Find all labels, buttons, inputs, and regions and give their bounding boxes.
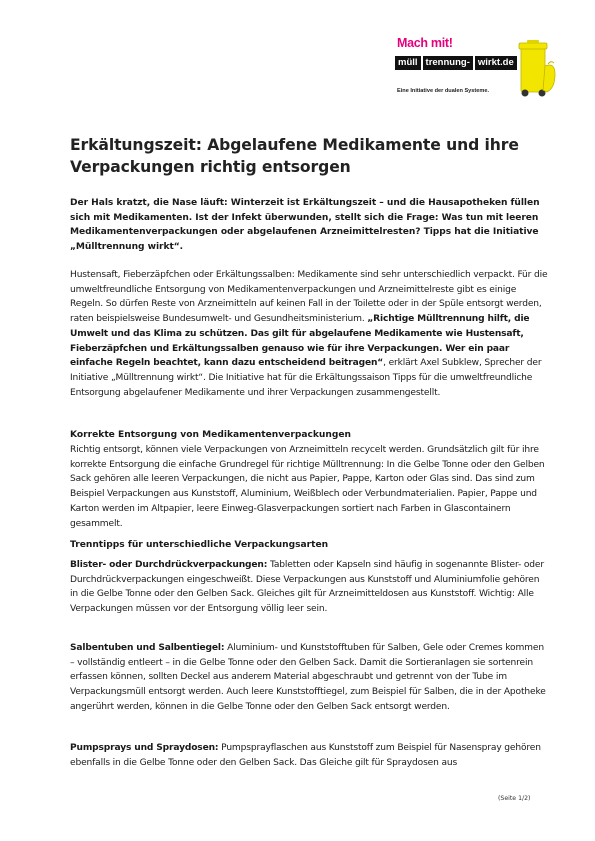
logo-segment: müll: [395, 56, 421, 70]
intro-attribution: , erklärt Axel Subklew, Sprecher der Initiative „Mülltrennung wirkt“. Die Initiative hat für die Erkältungssaison Tipps für die umweltfreundliche Entsorgung abgelaufener Medikamente und ihrer Verpackungen zusammengestellt.: [70, 358, 542, 398]
page-number: (Seite 1/2): [498, 795, 531, 802]
muelltrennung-logo[interactable]: [395, 36, 555, 104]
logo-slogan: Mach mit!: [397, 36, 453, 50]
section-heading: Trenntipps für unterschiedliche Verpackungsarten: [70, 540, 329, 550]
section-heading: Korrekte Entsorgung von Medikamentenverpackungen: [70, 430, 352, 440]
intro-quote: „Richtige Mülltrennung hilft, die Umwelt und das Klima zu schützen. Das gilt für abgelaufene Medikamente wie Hustensaft, Fieberzäpfchen und Erkältungssalben genauso wie für ihre Verpackungen. Wer ein paar einfache Regeln beachtet, kann dazu entscheidend beitragen“: [70, 314, 530, 369]
tip-text: Pumpsprayflaschen aus Kunststoff zum Beispiel für Nasenspray gehören ebenfalls in die Gelbe Tonne oder den Gelben Sack. Das Gleiche gilt für Spraydosen aus: [70, 743, 541, 768]
logo-subline: Eine Initiative der dualen Systeme.: [397, 88, 490, 94]
logo-segment: wirkt.de: [475, 56, 517, 70]
tip-blister: [70, 558, 548, 617]
tip-text: Tabletten oder Kapseln sind häufig in sogenannte Blister- oder Durchdrückverpackungen eingeschweißt. Diese Verpackungen aus Kunststoff und Aluminiumfolie gehören in die Gelbe Tonne oder den Gelben Sack. Gleiches gilt für Arzneimitteldosen aus Kunststoff. Wichtig: Alle Verpackungen müssen vor der Entsorgung völlig leer sein.: [70, 560, 544, 615]
intro-paragraph: [70, 268, 548, 400]
tip-text: Aluminium- und Kunststofftuben für Salben, Gele oder Cremes kommen – vollständig entleert – in die Gelbe Tonne oder den Gelben Sack. Damit die Sortieranlagen sie sortenrein erfassen können, sollten Deckel aus anderem Material abgeschraubt und getrennt von der Tube im Verpackungsmüll entsorgt werden. Auch leere Kunststofftiegel, zum Beispiel für Salben, die in der Apotheke angerührt werden, können in die Gelbe Tonne oder den Gelben Sack entsorgt werden.: [70, 643, 546, 712]
intro-text: Hustensaft, Fieberzäpfchen oder Erkältungssalben: Medikamente sind sehr unterschiedlich verpackt. Für die umweltfreundliche Entsorgung von Medikamentenverpackungen und Arzneimittelreste gibt es einige Regeln. So dürfen Reste von Arzneimitteln auf keinen Fall in der Toilette oder in der Spüle entsorgt werden, raten beispielsweise Bundesumwelt- und Gesundheitsministerium.: [70, 270, 548, 325]
lead-paragraph: Der Hals kratzt, die Nase läuft: Winterzeit ist Erkältungszeit – und die Hausapotheken füllen sich mit Medikamenten. Ist der Infekt überwunden, stellt sich die Frage: Was tun mit leeren Medikamentenverpackungen oder abgelaufenen Arzneimittelresten? Tipps hat die Initiative „Mülltrennung wirkt“.: [70, 198, 540, 253]
tip-label: Pumpsprays und Spraydosen:: [70, 743, 219, 753]
tip-label: Salbentuben und Salbentiegel:: [70, 643, 225, 653]
page-title: Erkältungszeit: Abgelaufene Medikamente und ihre Verpackungen richtig entsorgen: [70, 136, 519, 176]
tip-label: Blister- oder Durchdrückverpackungen:: [70, 560, 268, 570]
logo-wordmark: [395, 56, 519, 70]
tip-pumpsprays: [70, 741, 548, 770]
tip-salben: [70, 641, 548, 715]
logo-segment: trennung-: [423, 56, 473, 70]
section-paragraph: Richtig entsorgt, können viele Verpackungen von Arzneimitteln recycelt werden. Grundsätzlich gilt für ihre korrekte Entsorgung die einfache Grundregel für richtige Mülltrennung: In die Gelbe Tonne oder den Gelben Sack gehören alle leeren Verpackungen, die nicht aus Papier, Pappe, Karton oder Glas sind. Das sind zum Beispiel Verpackungen aus Kunststoff, Aluminium, Weißblech oder Verbundmaterialien. Papier, Pappe und Karton werden im Altpapier, leere Einweg-Glasverpackungen sortiert nach Farben in Glascontainern gesammelt.: [70, 445, 545, 529]
